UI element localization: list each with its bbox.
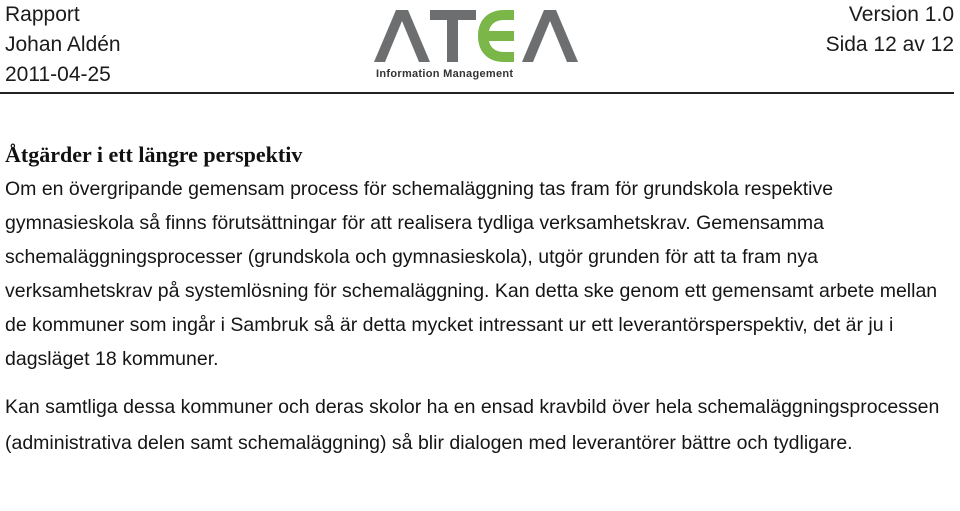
page-number: Sida 12 av 12 <box>825 33 954 56</box>
atea-logo-mark <box>372 4 582 66</box>
atea-logo <box>372 4 582 82</box>
report-label: Rapport <box>5 3 80 26</box>
logo-tagline: Information Management <box>376 68 514 80</box>
header-left <box>5 0 121 90</box>
paragraph-1: Om en övergripande gemensam process för schemaläggning tas fram för grundskola respektive gymnasieskola så finns förutsättningar för att realisera tydliga verksamhetskrav. Gemensamma schemaläggningsprocesser (grundskola och gymnasieskola), utgör grunden för att ta fram nya verksamhetskrav på systemlösning för schemaläggning. Kan detta ske genom ett gemensamt arbete mellan de kommuner som ingår i Sambruk så är detta mycket intressant ur ett leverantörsperspektiv, det är ju i dagsläget 18 kommuner. <box>5 178 938 370</box>
section-heading: Åtgärder i ett längre perspektiv <box>5 142 303 167</box>
header-right <box>826 0 954 60</box>
paragraph-2: Kan samtliga dessa kommuner och deras skolor ha en ensad kravbild över hela schemaläggningsprocessen (administrativa delen samt schemaläggning) så blir dialogen med leverantörer bättre och tydligare. <box>5 396 940 454</box>
header-divider <box>0 92 954 94</box>
report-date: 2011-04-25 <box>5 63 111 86</box>
version-label: Version 1.0 <box>848 3 954 26</box>
document-body <box>5 140 950 461</box>
author-name: Johan Aldén <box>5 33 121 56</box>
paragraph-spacer <box>5 376 950 390</box>
